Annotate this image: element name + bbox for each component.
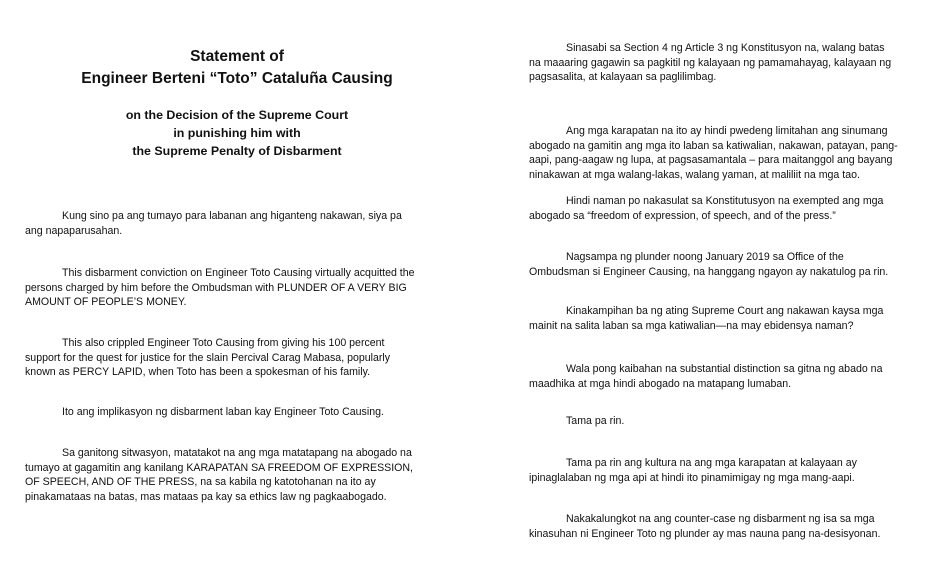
right-paragraph-2: Ang mga karapatan na ito ay hindi pwedeng limitahan ang sinumang abogado na gamitin ang mga ito laban sa katiwalian, nakawan, patayan, pang-aapi, pang-aagaw ng lupa, at pagsasamantala – para maitanggol ang bayang ninakawan at mga walang-lakas, walang yaman, at maliliit na mga tao. [529,125,898,181]
left-paragraph-3: This also crippled Engineer Toto Causing from giving his 100 percent support for the quest for justice for the slain Percival Carag Mabasa, popularly known as PERCY LAPID, when Toto has been a spokesman of his family. [25,337,391,379]
left-paragraph-5: Sa ganitong sitwasyon, matatakot na ang mga matatapang na abogado na tumayo at gagamitin ang kanilang KARAPATAN SA FREEDOM OF EXPRESSION, OF SPEECH, AND OF THE PRESS, na sa kabila ng katotohanan na ito ay pinakamataas na batas, mas mataas pa kay sa ethics law ng pagkaabogado. [25,447,413,503]
right-page [475,0,950,584]
left-paragraph-1: Kung sino pa ang tumayo para labanan ang higanteng nakawan, siya pa ang napaparusahan. [25,210,402,237]
right-paragraph-1: Sinasabi sa Section 4 ng Article 3 ng Konstitusyon na, walang batas na maaaring gagawin sa pagkitil ng kalayaan ng pamamahayag, kalayaan ng pagsasalita, at kalayaan sa paglilimbag. [529,42,892,84]
right-paragraph-3: Hindi naman po nakasulat sa Konstitutusyon na exempted ang mga abogado sa “freedom of expression, of speech, and of the press.” [529,195,884,222]
title-line-1: Statement of [190,48,284,65]
subtitle-line-1: on the Decision of the Supreme Court [125,108,349,122]
statement-subtitle [62,106,412,160]
right-paragraph-4: Nagsampa ng plunder noong January 2019 sa Office of the Ombudsman si Engineer Causing, na hanggang ngayon ay nakatulog pa rin. [529,251,889,278]
subtitle-line-3: the Supreme Penalty of Disbarment [132,144,342,158]
right-paragraph-5: Kinakampihan ba ng ating Supreme Court ang nakawan kaysa mga mainit na salita laban sa mga katiwalian—na may ebidensya naman? [529,305,884,332]
subtitle-line-2: in punishing him with [173,126,301,140]
right-paragraph-9: Nakakalungkot na ang counter-case ng disbarment ng isa sa mga kinasuhan ni Engineer Toto ng plunder ay mas nauna pang na-desisyonan. [529,513,881,540]
left-paragraph-2: This disbarment conviction on Engineer Toto Causing virtually acquitted the persons charged by him before the Ombudsman with PLUNDER OF A VERY BIG AMOUNT OF PEOPLE’S MONEY. [25,267,415,309]
left-paragraph-4: Ito ang implikasyon ng disbarment laban kay Engineer Toto Causing. [62,406,384,418]
right-paragraph-7: Tama pa rin. [566,415,625,427]
title-line-2: Engineer Berteni “Toto” Cataluña Causing [81,70,393,87]
right-paragraph-6: Wala pong kaibahan na substantial distinction sa gitna ng abado na maadhika at mga hindi abogado na matapang lumaban. [529,363,883,390]
right-paragraph-8: Tama pa rin ang kultura na ang mga karapatan at kalayaan ay ipinaglalaban ng mga api at hindi ito pinamimigay ng mga mang-aapi. [529,457,857,484]
statement-title [62,46,412,90]
